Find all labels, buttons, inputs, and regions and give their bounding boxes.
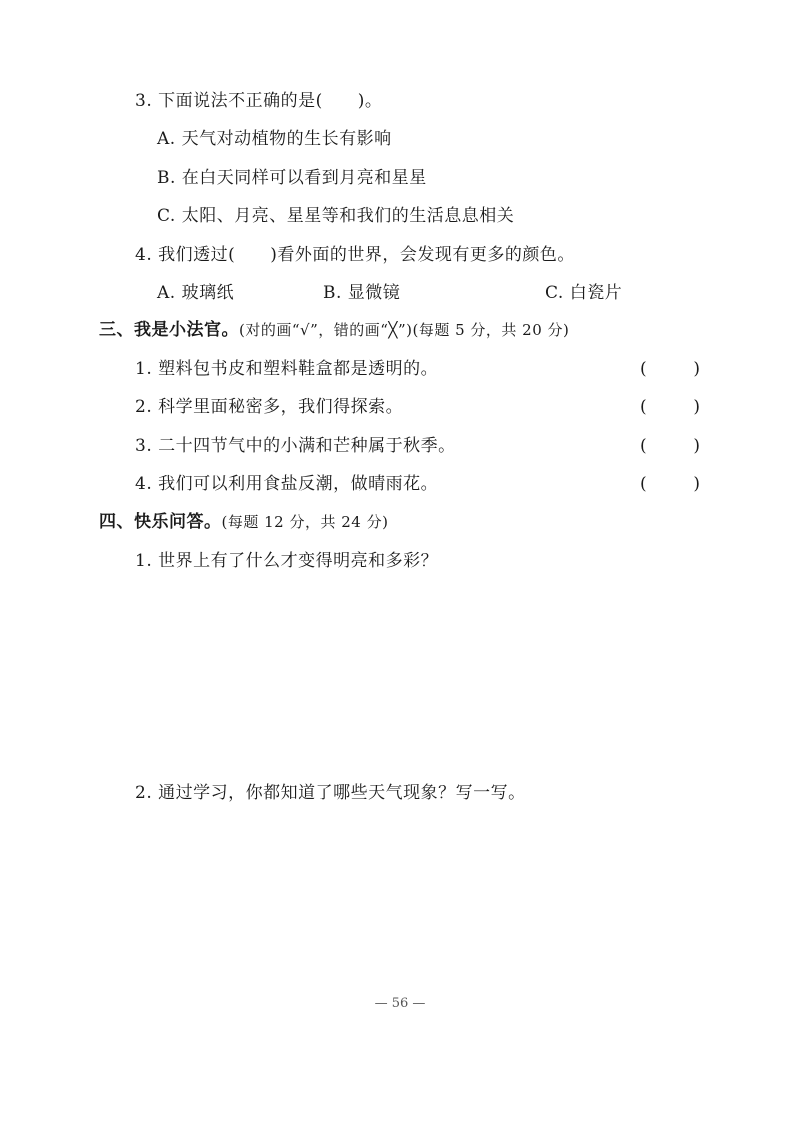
- qa-answer-area-2[interactable]: [135, 812, 695, 982]
- tf-answer-blank-4[interactable]: [640, 472, 700, 496]
- section-4-heading: [99, 510, 388, 534]
- qa-question-1: 1. 世界上有了什么才变得明亮和多彩？: [135, 551, 439, 571]
- tf-answer-blank-2[interactable]: [640, 395, 700, 419]
- section-3-note: (对的画“√”，错的画“╳”)(每题 5 分，共 20 分): [239, 321, 570, 339]
- qa-question-2: 2. 通过学习，你都知道了哪些天气现象？写一写。: [135, 783, 526, 803]
- tf-answer-blank-3[interactable]: [640, 434, 700, 458]
- question-4-option-b: B. 显微镜: [323, 283, 401, 303]
- page-number: — 56 —: [374, 996, 426, 1011]
- question-4-option-a: A. 玻璃纸: [157, 283, 235, 303]
- paren-open: (: [640, 397, 647, 417]
- tf-item-3: 3. 二十四节气中的小满和芒种属于秋季。: [135, 436, 456, 456]
- paren-close: ): [693, 397, 700, 417]
- tf-item-4: 4. 我们可以利用食盐反潮，做晴雨花。: [135, 474, 439, 494]
- section-3-title: 三、我是小法官。: [99, 320, 239, 340]
- paren-open: (: [640, 474, 647, 494]
- paren-close: ): [693, 474, 700, 494]
- tf-item-2: 2. 科学里面秘密多，我们得探索。: [135, 397, 404, 417]
- question-3-option-c: C. 太阳、月亮、星星等和我们的生活息息相关: [157, 206, 515, 226]
- question-3-option-b: B. 在白天同样可以看到月亮和星星: [157, 168, 427, 188]
- qa-answer-area-1[interactable]: [135, 580, 695, 760]
- paren-close: ): [693, 436, 700, 456]
- section-3-heading: [99, 318, 569, 342]
- section-4-note: (每题 12 分，共 24 分): [221, 513, 389, 531]
- paren-open: (: [640, 436, 647, 456]
- question-3-option-a: A. 天气对动植物的生长有影响: [157, 129, 392, 149]
- question-3-stem: 3. 下面说法不正确的是( )。: [135, 91, 383, 111]
- section-4-title: 四、快乐问答。: [99, 512, 222, 532]
- question-4-option-c: C. 白瓷片: [545, 283, 623, 303]
- tf-item-1: 1. 塑料包书皮和塑料鞋盒都是透明的。: [135, 359, 439, 379]
- tf-answer-blank-1[interactable]: [640, 357, 700, 381]
- question-4-stem: 4. 我们透过( )看外面的世界，会发现有更多的颜色。: [135, 245, 575, 265]
- paren-open: (: [640, 359, 647, 379]
- paren-close: ): [693, 359, 700, 379]
